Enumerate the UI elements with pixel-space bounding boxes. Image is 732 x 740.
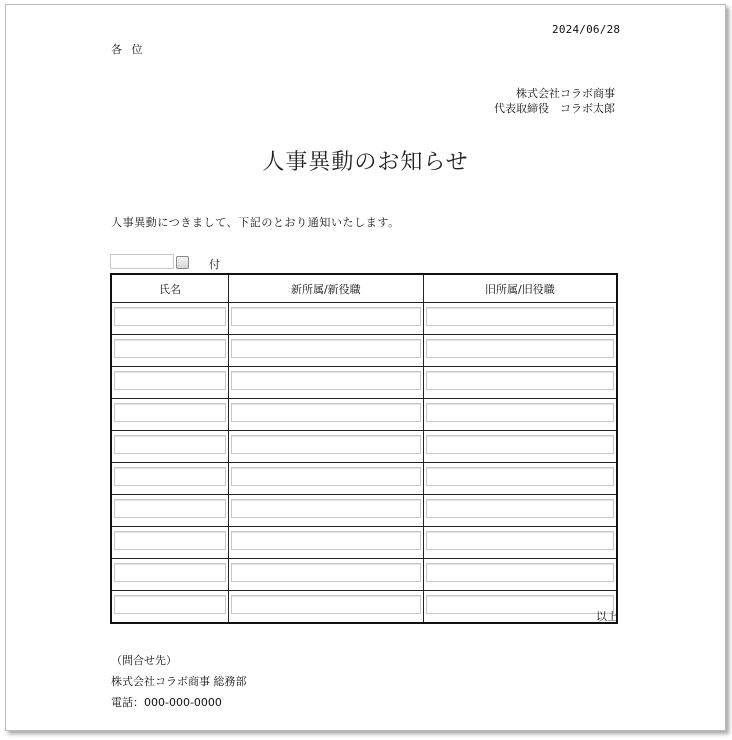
- table-cell-new-position: [228, 527, 423, 559]
- old-position-input[interactable]: [426, 531, 614, 550]
- table-cell-new-position: [228, 463, 423, 495]
- name-input[interactable]: [114, 403, 226, 422]
- table-cell-name: [111, 303, 228, 335]
- contact-label: （問合せ先）: [111, 654, 177, 667]
- table-cell-old-position: [423, 591, 617, 624]
- table-cell-name: [111, 367, 228, 399]
- old-position-input[interactable]: [426, 595, 614, 614]
- table-cell-new-position: [228, 335, 423, 367]
- table-body: [111, 303, 617, 624]
- old-position-input[interactable]: [426, 435, 614, 454]
- new-position-input[interactable]: [231, 371, 421, 390]
- recipient: 各 位: [111, 43, 146, 56]
- new-position-input[interactable]: [231, 595, 421, 614]
- old-position-input[interactable]: [426, 403, 614, 422]
- table-cell-new-position: [228, 367, 423, 399]
- old-position-input[interactable]: [426, 371, 614, 390]
- old-position-input[interactable]: [426, 307, 614, 326]
- new-position-input[interactable]: [231, 403, 421, 422]
- table-row: [111, 367, 617, 399]
- calendar-picker-icon[interactable]: [176, 256, 189, 269]
- table-cell-new-position: [228, 399, 423, 431]
- name-input[interactable]: [114, 531, 226, 550]
- table-cell-new-position: [228, 591, 423, 624]
- table-row: [111, 527, 617, 559]
- table-row: [111, 431, 617, 463]
- table-cell-new-position: [228, 303, 423, 335]
- old-position-input[interactable]: [426, 339, 614, 358]
- name-input[interactable]: [114, 563, 226, 582]
- table-cell-name: [111, 399, 228, 431]
- effective-date-input[interactable]: [110, 254, 174, 269]
- name-input[interactable]: [114, 595, 226, 614]
- table-cell-name: [111, 431, 228, 463]
- table-cell-old-position: [423, 399, 617, 431]
- header-new-position: 新所属/新役職: [228, 274, 423, 303]
- new-position-input[interactable]: [231, 467, 421, 486]
- table-cell-old-position: [423, 495, 617, 527]
- new-position-input[interactable]: [231, 563, 421, 582]
- table-row: [111, 591, 617, 624]
- table-row: [111, 335, 617, 367]
- document-page: [5, 4, 726, 731]
- old-position-input[interactable]: [426, 467, 614, 486]
- table-cell-old-position: [423, 367, 617, 399]
- new-position-input[interactable]: [231, 499, 421, 518]
- sender-representative: 代表取締役 コラボ太郎: [494, 102, 615, 115]
- personnel-table: [110, 273, 618, 624]
- table-cell-name: [111, 559, 228, 591]
- table-cell-old-position: [423, 463, 617, 495]
- table-row: [111, 495, 617, 527]
- name-input[interactable]: [114, 499, 226, 518]
- name-input[interactable]: [114, 435, 226, 454]
- table-cell-new-position: [228, 559, 423, 591]
- table-cell-name: [111, 495, 228, 527]
- new-position-input[interactable]: [231, 339, 421, 358]
- issue-date: 2024/06/28: [552, 23, 621, 36]
- table-cell-old-position: [423, 527, 617, 559]
- new-position-input[interactable]: [231, 435, 421, 454]
- header-name: 氏名: [111, 274, 228, 303]
- table-cell-old-position: [423, 303, 617, 335]
- old-position-input[interactable]: [426, 499, 614, 518]
- document-title: 人事異動のお知らせ: [262, 150, 469, 175]
- name-input[interactable]: [114, 339, 226, 358]
- table-cell-name: [111, 463, 228, 495]
- contact-department: 株式会社コラボ商事 総務部: [111, 675, 247, 688]
- date-suffix-label: 付: [209, 258, 220, 271]
- header-old-position: 旧所属/旧役職: [423, 274, 617, 303]
- intro-text: 人事異動につきまして、下記のとおり通知いたします。: [111, 216, 400, 229]
- table-header-row: [111, 274, 617, 303]
- name-input[interactable]: [114, 307, 226, 326]
- new-position-input[interactable]: [231, 307, 421, 326]
- table-cell-old-position: [423, 559, 617, 591]
- table-cell-name: [111, 591, 228, 624]
- table-row: [111, 303, 617, 335]
- closing-mark: 以上: [596, 610, 618, 623]
- name-input[interactable]: [114, 371, 226, 390]
- contact-phone: 電話：000-000-0000: [111, 696, 222, 709]
- table-cell-old-position: [423, 335, 617, 367]
- table-cell-new-position: [228, 431, 423, 463]
- table-row: [111, 559, 617, 591]
- sender-company: 株式会社コラボ商事: [516, 87, 615, 100]
- name-input[interactable]: [114, 467, 226, 486]
- table-cell-name: [111, 527, 228, 559]
- table-cell-old-position: [423, 431, 617, 463]
- new-position-input[interactable]: [231, 531, 421, 550]
- table-cell-new-position: [228, 495, 423, 527]
- old-position-input[interactable]: [426, 563, 614, 582]
- table-row: [111, 399, 617, 431]
- table-cell-name: [111, 335, 228, 367]
- table-row: [111, 463, 617, 495]
